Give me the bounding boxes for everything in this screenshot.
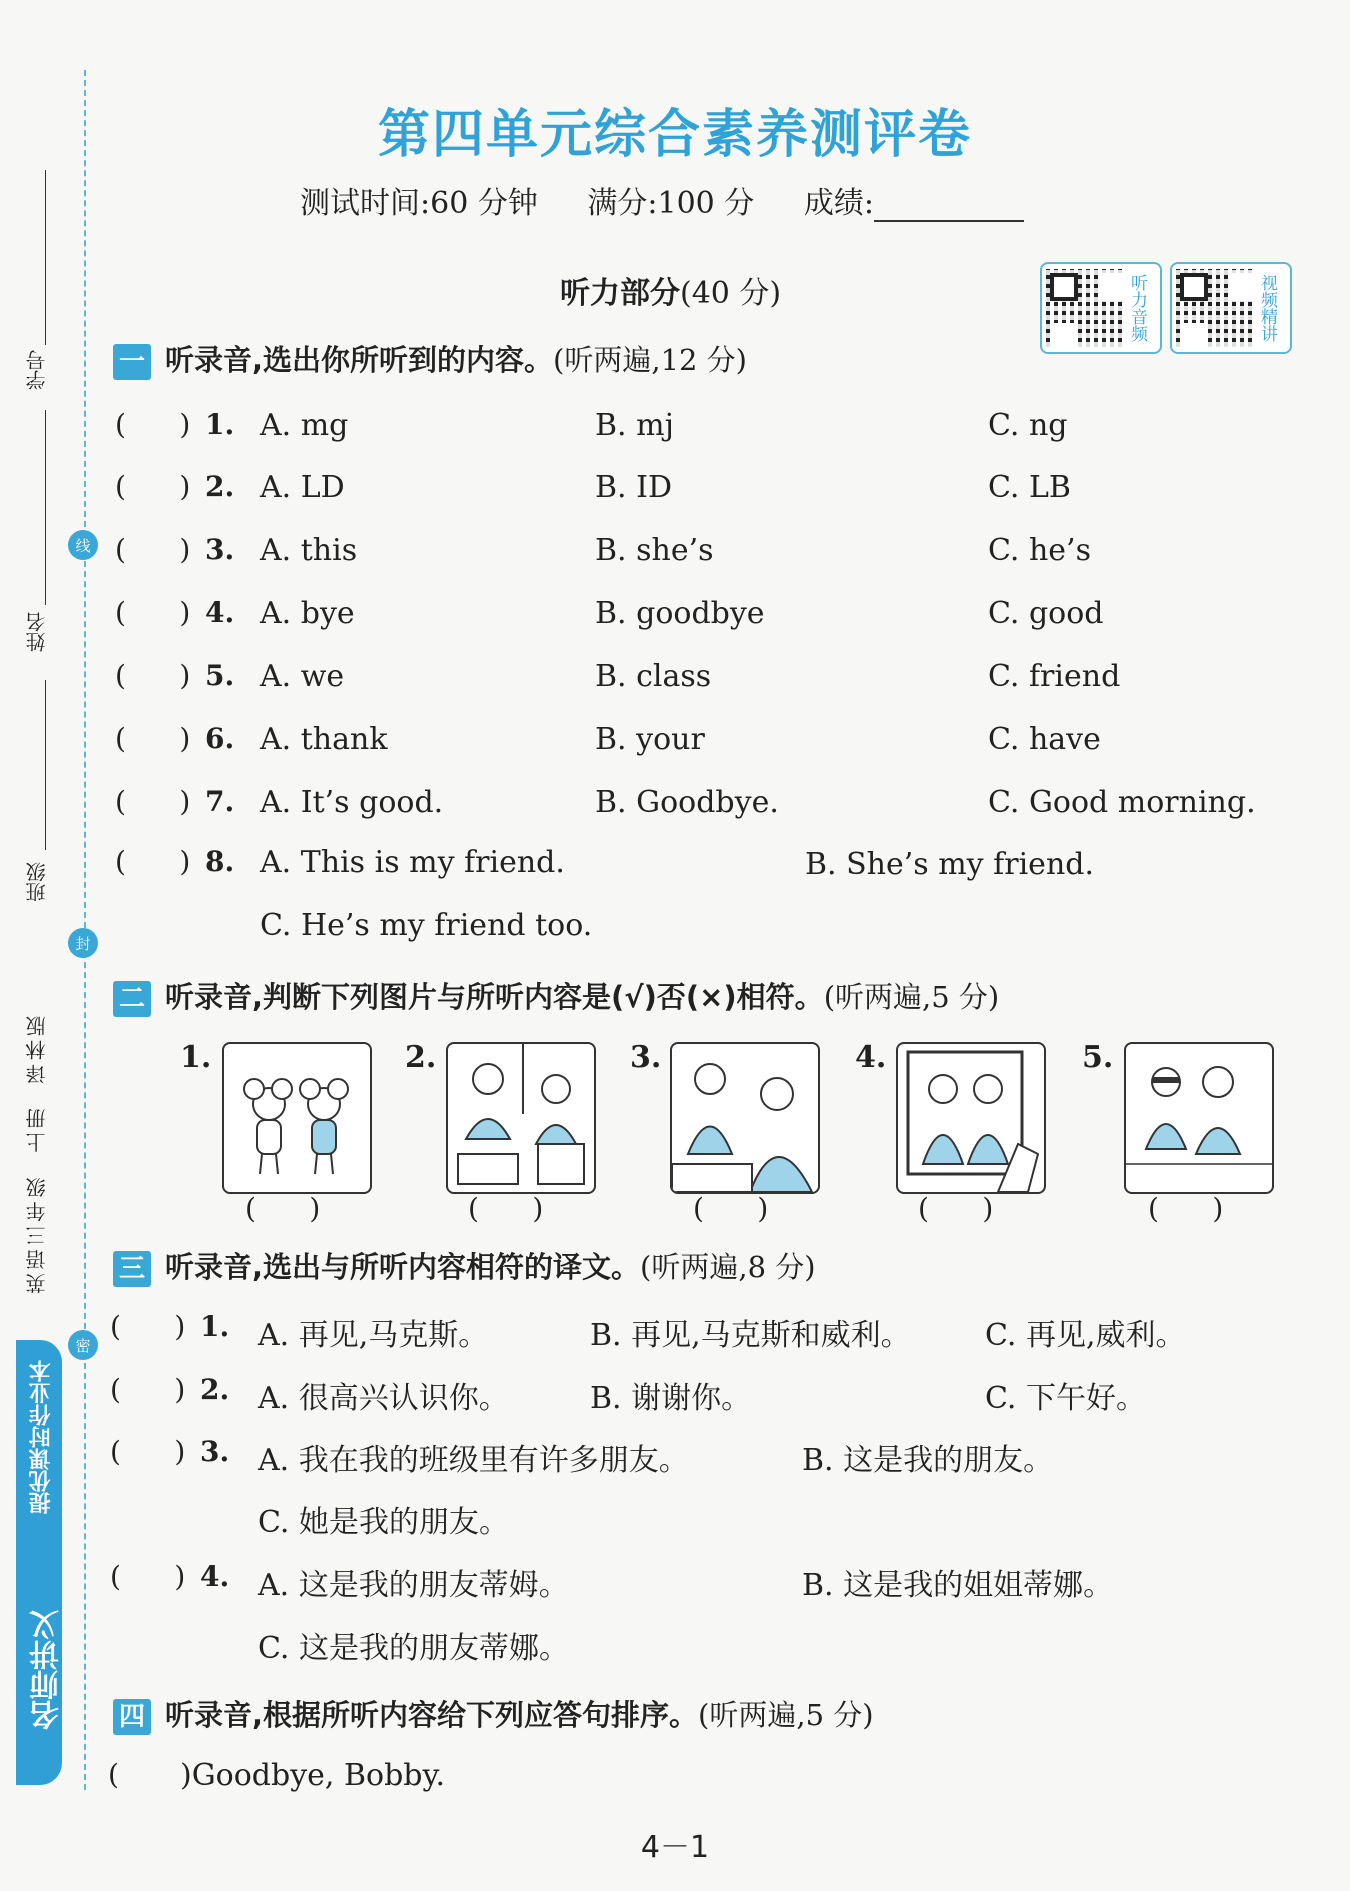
option-c: C. 下午好。 [985,1381,1146,1416]
option-b: B. She’s my friend. [805,847,1094,882]
option-c: C. He’s my friend too. [260,908,593,943]
qr-code-icon [1176,269,1254,347]
section-4-note: (听两遍,5 分) [698,1698,874,1732]
question-number: 2. [205,470,235,503]
section-4-title: 听录音,根据所听内容给下列应答句排序。 [165,1698,699,1732]
page-title: 第四单元综合素养测评卷 [377,104,972,165]
option-b: B. Goodbye. [595,785,779,820]
option-a: A. mg [260,408,349,443]
section-4-heading [113,1693,874,1735]
answer-blank[interactable]: ( ) [115,596,191,629]
student-id-label: 学号 [25,350,49,390]
seal-marker-secret: 密 [68,1330,98,1360]
option-c: C. friend [988,659,1121,694]
option-a: A. 我在我的班级里有许多朋友。 [258,1443,689,1478]
answer-blank[interactable]: ( ) [115,722,191,755]
option-a: A. bye [260,596,355,631]
answer-blank[interactable]: ( [108,1758,173,1791]
qr-video-label: 视频精讲 [1257,274,1277,342]
option-c: C. 再见,威利。 [985,1318,1186,1353]
option-c: C. LB [988,470,1071,505]
brand-text: 提优课时作业本 [29,1360,54,1514]
question-number: 5. [205,659,235,692]
section-1-heading [113,338,747,380]
option-a: A. 再见,马克斯。 [258,1318,489,1353]
blindfold-game-icon [1124,1042,1274,1194]
qr-audio-label: 听力音频 [1127,274,1147,342]
page-number: 4－1 [640,1830,710,1865]
section-1-title: 听录音,选出你所听到的内容。 [165,343,554,377]
option-a: A. this [260,533,358,568]
section-4-number: 四 [113,1699,151,1735]
option-c: C. Good morning. [988,785,1256,820]
name-label: 姓名 [25,612,49,652]
score-label: 成绩: [803,186,874,221]
question-number: 4. [205,596,235,629]
answer-blank[interactable]: ( ) [693,1192,769,1225]
answer-blank[interactable]: ( ) [115,408,191,441]
qr-audio[interactable] [1040,262,1162,354]
option-b: B. 这是我的姐姐蒂娜。 [802,1568,1114,1603]
answer-blank[interactable]: ( ) [115,845,191,878]
option-a: A. This is my friend. [260,845,565,880]
answer-blank[interactable]: ( ) [115,659,191,692]
picture-number: 2. [405,1040,437,1075]
picture-number: 1. [180,1040,212,1075]
option-b: B. class [595,659,712,694]
answer-blank[interactable]: ( ) [110,1560,186,1593]
option-b: B. goodbye [595,596,765,631]
brand-logo: 名师讲义 [30,1610,65,1730]
answer-blank[interactable]: ( ) [110,1435,186,1468]
option-a: A. 这是我的朋友蒂姆。 [258,1568,569,1603]
student-id-line [45,170,46,345]
question-number: 7. [205,785,235,818]
option-c: C. 这是我的朋友蒂娜。 [258,1631,569,1666]
answer-blank[interactable]: ( ) [468,1192,544,1225]
option-b: B. she’s [595,533,714,568]
section-3-heading [113,1245,816,1287]
two-mice-icon [222,1042,372,1194]
picture-number: 5. [1082,1040,1114,1075]
option-b: B. mj [595,408,674,443]
seal-marker-line: 线 [68,530,98,560]
section-3-note: (听两遍,8 分) [640,1250,816,1284]
part-title: 听力部分 [560,276,680,311]
test-meta [300,178,1104,222]
response-line: )Goodbye, Bobby. [180,1758,445,1793]
section-2-heading [113,975,999,1017]
option-c: C. have [988,722,1101,757]
test-time: 测试时间:60 分钟 [300,186,538,221]
option-a: A. LD [260,470,345,505]
section-2-note: (听两遍,5 分) [823,980,1000,1014]
answer-blank[interactable]: ( ) [115,470,191,503]
option-c: C. ng [988,408,1068,443]
picture-number: 4. [855,1040,887,1075]
question-number: 3. [200,1435,230,1468]
option-c: C. 她是我的朋友。 [258,1505,509,1540]
class-line [45,680,46,850]
question-number: 3. [205,533,235,566]
section-2-title: 听录音,判断下列图片与所听内容是(√)否(×)相符。 [165,980,824,1014]
score-field [804,186,1064,221]
score-blank[interactable] [874,192,1024,222]
answer-blank[interactable]: ( ) [110,1373,186,1406]
option-b: B. 再见,马克斯和威利。 [590,1318,911,1353]
question-number: 8. [205,845,235,878]
qr-video[interactable] [1170,262,1292,354]
class-label: 班级 [25,862,49,902]
question-number: 4. [200,1560,230,1593]
section-2-number: 二 [113,981,151,1017]
picture-number: 3. [630,1040,662,1075]
question-number: 1. [200,1310,230,1343]
answer-blank[interactable]: ( ) [115,785,191,818]
answer-blank[interactable]: ( ) [1148,1192,1224,1225]
answer-blank[interactable]: ( ) [110,1310,186,1343]
section-1-note: (听两遍,12 分) [553,343,747,377]
classroom-boys-icon [446,1042,596,1194]
section-3-number: 三 [113,1251,151,1287]
part-points: (40 分) [680,276,782,311]
question-number: 6. [205,722,235,755]
option-c: C. he’s [988,533,1091,568]
answer-blank[interactable]: ( ) [245,1192,321,1225]
name-line [45,410,46,605]
option-b: B. ID [595,470,673,505]
series-label: 英语三年级 上册 译林版 [25,1012,49,1294]
full-score: 满分:100 分 [587,186,755,221]
option-b: B. 谢谢你。 [590,1381,752,1416]
option-b: B. 这是我的朋友。 [802,1443,1054,1478]
option-a: A. thank [260,722,388,757]
option-a: A. we [260,659,345,694]
question-number: 2. [200,1373,230,1406]
question-number: 1. [205,408,235,441]
section-3-title: 听录音,选出与所听内容相符的译文。 [165,1250,641,1284]
answer-blank[interactable]: ( ) [115,533,191,566]
qr-code-icon [1046,269,1124,347]
seal-marker-seal: 封 [68,928,98,958]
answer-blank[interactable]: ( ) [918,1192,994,1225]
section-1-number: 一 [113,344,151,380]
part-heading [560,268,781,312]
option-a: A. It’s good. [260,785,444,820]
option-a: A. 很高兴认识你。 [258,1381,509,1416]
option-b: B. your [595,722,705,757]
boy-and-man-icon [670,1042,820,1194]
kids-photo-icon [896,1042,1046,1194]
option-c: C. good [988,596,1104,631]
